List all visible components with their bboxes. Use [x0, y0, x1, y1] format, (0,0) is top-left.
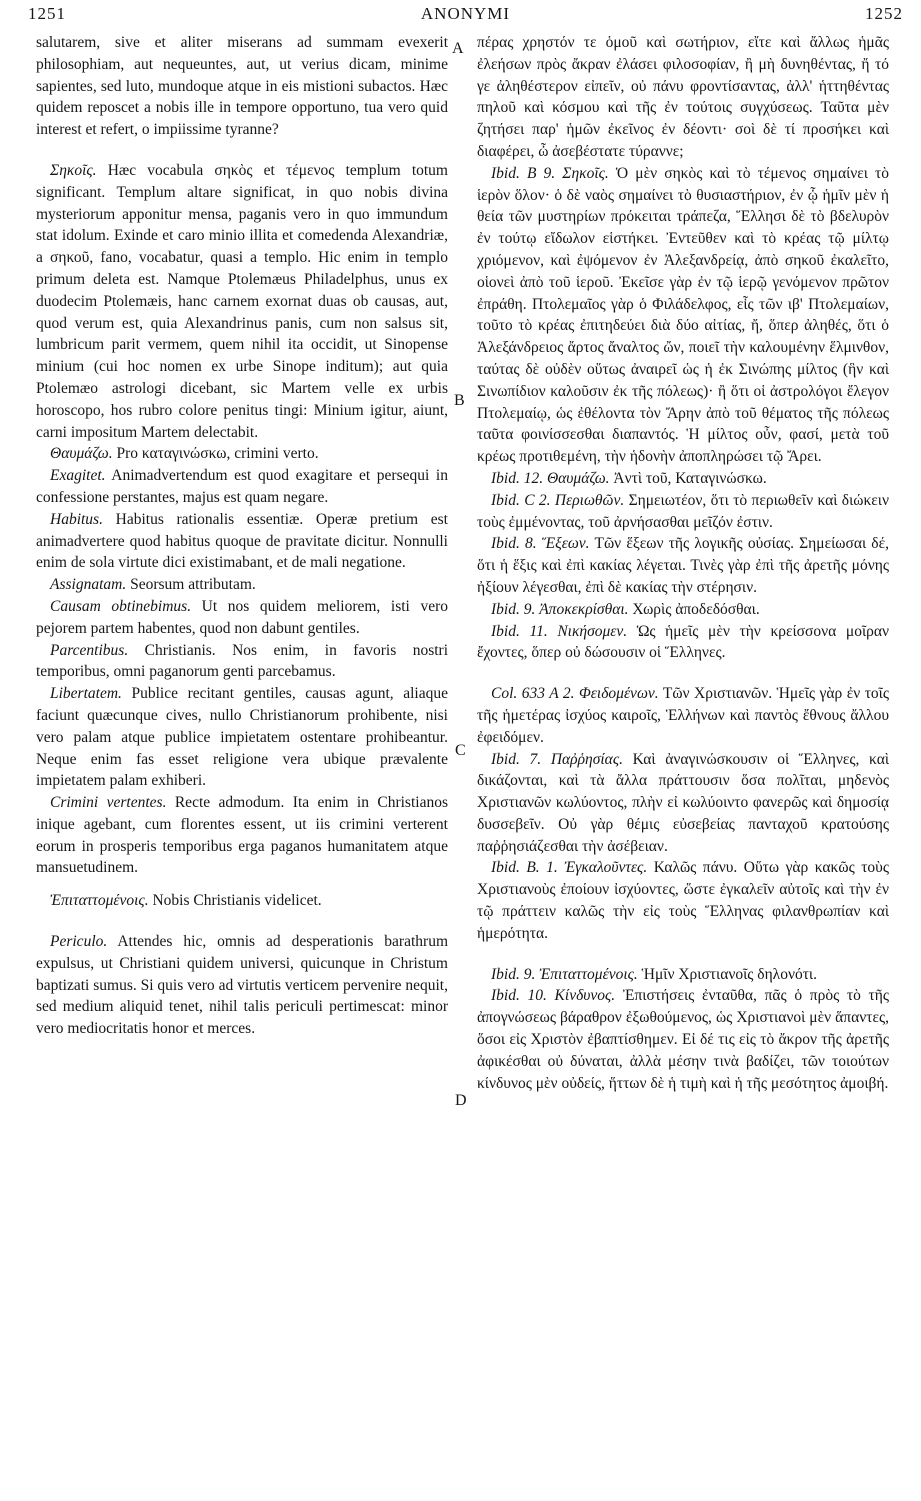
lemma: Ibid. 10. Κίνδυνος. — [491, 987, 616, 1005]
latin-paragraph: Θαυμάζω. Pro καταγινώσκω, crimini verto. — [50, 445, 319, 463]
lemma: Ibid. 11. Νικήσομεν. — [491, 622, 628, 640]
lemma: Ἐπιταττομένοις. — [50, 892, 149, 910]
greek-paragraph: Ibid. 12. Θαυμάζω. Ἀντὶ τοῦ, Καταγινώσκω. — [491, 469, 767, 487]
latin-paragraph: Ἐπιταττομένοις. Nobis Christianis videlicet. — [50, 892, 322, 910]
margin-marker-d: D — [455, 1092, 467, 1109]
latin-column — [36, 32, 448, 1497]
greek-paragraph: Col. 633 A 2. Φειδομένων. Τῶν Χριστιανῶν. Ἡμεῖς γὰρ ἐν τοῖς τῆς ἡμετέρας ἰσχύος καιροῖς, Ἑλλήνων καὶ παντὸς ἔθνους ἄλλου ἐφειδόμεν. — [477, 685, 889, 746]
margin-marker-a: A — [452, 40, 464, 57]
lemma: Habitus. — [50, 510, 103, 528]
lemma: Assignatam. — [50, 576, 127, 594]
greek-column — [477, 32, 889, 1497]
lemma: Ibid. 12. Θαυμάζω. — [491, 469, 610, 487]
lemma: Crimini vertentes. — [50, 794, 167, 812]
greek-paragraph: Ibid. 9. Ἐπιταττομένοις. Ἡμῖν Χριστιανοῖς δηλονότι. — [491, 965, 817, 983]
lemma: Ibid. B 9. Σηκοῖς. — [491, 164, 609, 182]
lemma: Ibid. 9. Ἐπιταττομένοις. — [491, 965, 638, 983]
lemma: Σηκοῖς. — [50, 161, 97, 179]
greek-paragraph: Ibid. 11. Νικήσομεν. Ὡς ἡμεῖς μὲν τὴν κρείσσονα μοῖραν ἔχοντες, ὅπερ οὐ δώσουσιν οἱ Ἕλληνες. — [477, 622, 889, 662]
greek-paragraph: Ibid. B. 1. Ἐγκαλοῦντες. Καλῶς πάνυ. Οὕτω γὰρ κακῶς τοὺς Χριστιανοὺς ἐποίουν ἰσχύοντες, ὥστε ἐγκαλεῖν αὐτοῖς καὶ τὴν ἐν τῷ πράττειν καλῶς τὴν εἰς τοὺς Ἕλληνας φιλανθρωπίαν καὶ ἡμερότητα. — [477, 859, 889, 942]
greek-paragraph: Ibid. 7. Παῤῥησίας. Καὶ ἀναγινώσκουσιν οἱ Ἕλληνες, καὶ δικάζονται, καὶ τὰ ἄλλα πράττουσιν ὅσα πολῖται, μηδενὸς Χριστιανῶν κωλύοντος, πλὴν εἰ κωλύοιντο φανερῶς καὶ δημοσίᾳ δυσσεβεῖν. Οὐ γὰρ θέμις εὐσεβείας πανταχοῦ κρατούσης παῤῥησιάζεσθαι τὴν ἀσέβειαν. — [477, 750, 889, 855]
lemma: Col. 633 A 2. Φειδομένων. — [491, 685, 659, 703]
lemma: Periculo. — [50, 933, 108, 951]
latin-paragraph: Causam obtinebimus. Ut nos quidem meliorem, isti vero pejorem partem habentes, quod non dabunt gentiles. — [36, 597, 448, 637]
latin-paragraph: Crimini vertentes. Recte admodum. Ita enim in Christianos inique agebant, cum florentes essent, ut iis crimini verterent eorum in prosperis temporibus erga paganos humanitatem atque mansuetudinem. — [36, 794, 448, 877]
greek-paragraph: πέρας χρηστόν τε ὁμοῦ καὶ σωτήριον, εἴτε καὶ ἄλλως ἡμᾶς ἐλεήσων πρὸς ἄκραν ἐλάσει φιλοσοφίαν, ἢ μὴ δυνηθέντας, ἤ τό γε ἀληθέστερον εἰπεῖν, οὐ πάνυ φροντίσαντας, ἀλλ' ἡττηθέντας πηλοῦ καὶ κόσμου καὶ τῆς ἐν τούτοις συγχύσεως. Ταῦτα μὲν ζητήσει παρ' ἡμῶν ἐκεῖνος ἐν δέοντι· σοὶ δὲ τί προσήκει καὶ διαφέρει, ὦ ἀσεβέστατε τύραννε; — [477, 34, 889, 160]
latin-paragraph: Assignatam. Seorsum attributam. — [50, 576, 256, 594]
latin-paragraph: Habitus. Habitus rationalis essentiæ. Operæ pretium est animadvertere quod habitus quoque de pravitate dicitur. Nonnulli enim de sola virtute dici existimabant, et de mali negatione. — [36, 510, 448, 572]
latin-paragraph: Libertatem. Publice recitant gentiles, causas agunt, aliaque faciunt quæcunque cives, nullo Christianorum prohibente, nisi vero palam atque publice impietatem ostentare prohibeantur. Neque enim fas esset religione vera ubique prævalente impietatem palam exhiberi. — [36, 685, 448, 790]
page-number-left: 1251 — [28, 4, 66, 23]
running-title: ANONYMI — [420, 4, 511, 23]
lemma: Parcentibus. — [50, 641, 129, 659]
lemma: Ibid. 8. Ἕξεων. — [491, 535, 590, 553]
lemma: Ibid. C 2. Περιωθῶν. — [491, 491, 625, 509]
lemma: Causam obtinebimus. — [50, 597, 192, 615]
latin-paragraph: Exagitet. Animadvertendum est quod exagitare et persequi in confessione perstantes, majus est quam negare. — [36, 467, 448, 506]
lemma: Ibid. B. 1. Ἐγκαλοῦντες. — [491, 859, 648, 877]
greek-paragraph: Ibid. B 9. Σηκοῖς. Ὁ μὲν σηκὸς καὶ τὸ τέμενος σημαίνει τὸ ἱερὸν ὅλον· ὁ δὲ ναὸς σημαίνει τὸ θυσιαστήριον, ἐν ᾧ ἡμῖν μὲν ἡ θεία τῶν μυστηρίων πρόκειται τράπεζα, Ἕλλησι δὲ τὸ βδελυρὸν ἐν τούτῳ εἴδωλον εἱστήκει. Ἐντεῦθεν καὶ τὸ κρέας τῷ μίλτῳ χριόμενον, καὶ ἐψόμενον ἐν Ἀλεξανδρείᾳ, ἀπὸ σηκοῦ ἐκαλεῖτο, οἱονεὶ ἀπὸ τοῦ ἱεροῦ. Ἐκεῖσε γὰρ ἐν τῷ ἱερῷ γενόμενον πρῶτον ἐπράθη. Πτολεμαῖος γὰρ ὁ Φιλάδελφος, εἷς τῶν ιβ' Πτολεμαίων, τοῦτο τὸ κρέας ἐπιτηδεύει διὰ δύο αἰτίας, ἤ, ὅπερ ἀληθές, ὅτι ὁ Ἀλεξάνδρειος ἄρτος ἄναλτος ὤν, ποιεῖ τὴν καλουμένην ἕλμινθον, ταύτας δὲ οὐδὲν οὕτως ἀναιρεῖ ὡς ἡ ἐκ Σινώπης μίλτος (ἣν καὶ Σινωπίδιον καλοῦσιν ἐκ τῆς πόλεως)· ἢ ὅτι οἱ ἀστρολόγοι ἔλεγον Πτολεμαίῳ, ὡς ἐθέλοντα τὸν Ἄρην ἀπὸ τοῦ θέματος τῆς πόλεως ταῦτα φοινίσσεσθαι διαπαντός. Ἡ μίλτος οὖν, φασί, μετὰ τοῦ κρέως προτιθεμένη, τὴν ἡδονὴν ἀποπληρώσει τῷ Ἄρει. — [477, 164, 889, 466]
lemma: Ibid. 9. Ἀποκεκρίσθαι. — [491, 600, 629, 618]
latin-paragraph: Parcentibus. Christianis. Nos enim, in favoris nostri temporibus, omni paganorum genti parcebamus. — [36, 641, 448, 681]
greek-paragraph: Ibid. 10. Κίνδυνος. Ἐπιστήσεις ἐνταῦθα, πᾶς ὁ πρὸς τὸ τῆς ἀπογνώσεως βάραθρον ἐξωθούμενος, ὡς Χριστιανοὶ μὲν ἅπαντες, ὅσοι εἰς Χριστὸν ἐβαπτίσθημεν. Εἰ δέ τις εἰς τὸ ἄκρον τῆς ἀρετῆς ἀφικέσθαι οὐ δύναται, ἀλλὰ μέσην τινὰ βαδίζει, τῶν τοιούτων κίνδυνος μὲν οὐδείς, ἥττων δὲ ἡ τιμὴ καὶ ἡ τῆς μεσότητος ἀμοιβή. — [477, 987, 889, 1092]
greek-paragraph: Ibid. C 2. Περιωθῶν. Σημειωτέον, ὅτι τὸ περιωθεῖν καὶ διώκειν τοὺς ἐμμένοντας, τοῦ ἀρνήσασθαι μεῖζόν ἐστιν. — [477, 491, 889, 531]
latin-paragraph: Periculo. Attendes hic, omnis ad desperationis barathrum expulsus, ut Christiani quidem universi, quicunque in Christum baptizati sumus. Si quis vero ad virtutis verticem pervenire nequit, sed medium aliquid tenet, nihil talis periculi pertimescat: minor vero mediocritatis honor et merces. — [36, 933, 448, 1038]
margin-marker-c: C — [455, 742, 466, 759]
lemma: Ibid. 7. Παῤῥησίας. — [491, 750, 623, 768]
page-number-right: 1252 — [865, 4, 903, 23]
latin-paragraph: salutarem, sive et aliter miserans ad summam evexerit philosophiam, aut nequeuntes, aut, ut verius dicam, minime sapientes, sed luto, mundoque atque in eis mistioni subactos. Hæc quidem reposcet a nobis ille in tempore opportuno, tua vero quid interest et refert, o impiissime tyranne? — [36, 34, 448, 139]
page-header — [28, 4, 903, 30]
margin-marker-b: B — [454, 392, 465, 409]
lemma: Θαυμάζω. — [50, 445, 113, 463]
latin-paragraph: Σηκοῖς. Hæc vocabula σηκὸς et τέμενος templum totum significant. Templum altare significat, in quo nobis divina mysteriorum apponitur mensa, paganis vero in quo immundum stat idolum. Exinde et caro minio illita et comedenda Alexandriæ, a σηκοῦ, fano, vocabatur, quasi a templo. Hic enim in templo primum deleta est. Namque Ptolemæus Philadelphus, unus ex duodecim Ptolemæis, hanc carnem exornat duas ob causas, aut, quod verum est, quia Alexandrinus panis, cum non salsus sit, lumbricum parit vermem, quem nihil ita occidit, ut Sinopense minium (cui hoc nomen ex urbe Sinope inditum); aut quia Ptolemæo astrologi dicebant, sic Martem velle ex urbis horoscopo, hos rubro colore penitus tingi: Minium igitur, aiunt, carni impositum Martem delectabit. — [36, 161, 448, 441]
greek-paragraph: Ibid. 8. Ἕξεων. Τῶν ἕξεων τῆς λογικῆς οὐσίας. Σημείωσαι δέ, ὅτι ἡ ἕξις καὶ ἐπὶ κακίας λέγεται. Τινὲς γὰρ ἐπὶ τῆς ἀρετῆς μόνης ἠξίουν λέγεσθαι, ἐπὶ δὲ κακίας τὴν στέρησιν. — [477, 535, 889, 596]
lemma: Exagitet. — [50, 467, 106, 485]
greek-paragraph: Ibid. 9. Ἀποκεκρίσθαι. Χωρὶς ἀποδεδόσθαι. — [491, 600, 760, 618]
lemma: Libertatem. — [50, 685, 122, 703]
